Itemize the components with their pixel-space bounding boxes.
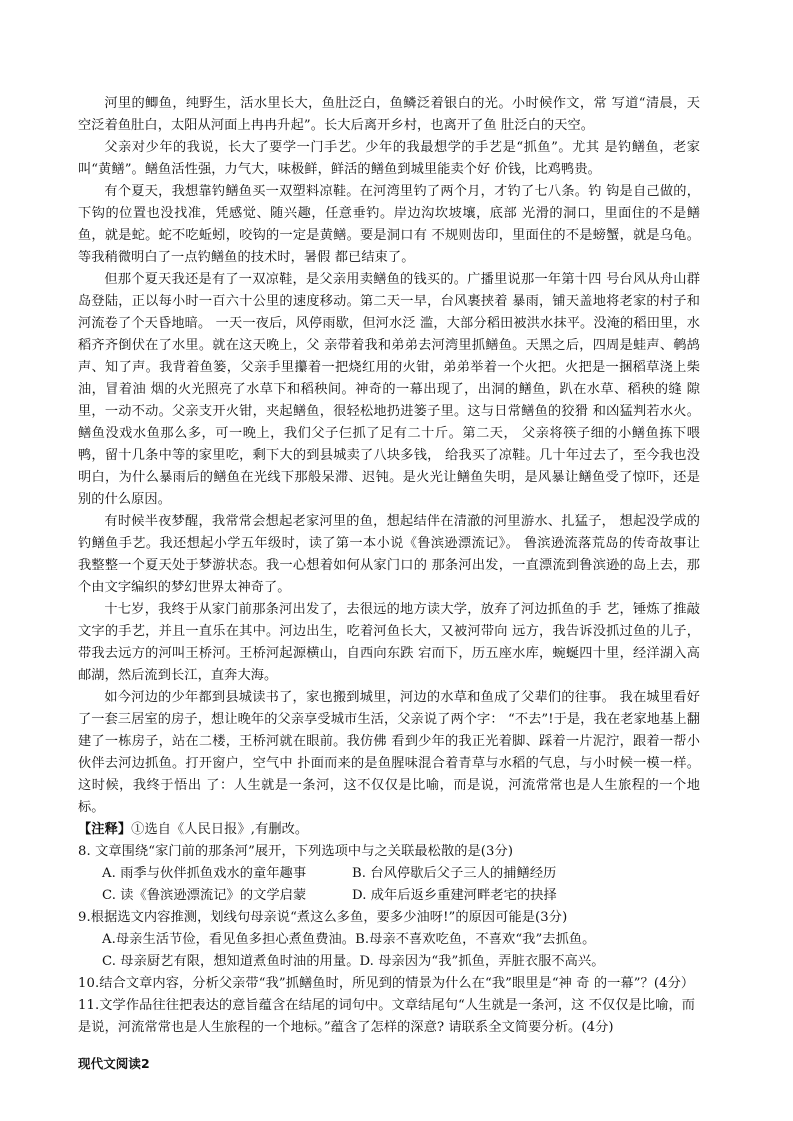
question-10: 10.结合文章内容，分析父亲带“我”抓鳝鱼时，所见到的情景为什么在“我”眼里是“神 奇 的一幕”？(4分） (78, 976, 695, 991)
question-8-stem: 8. 文章围绕“家门前的那条河”展开，下列选项中与之关联最松散的是(3分) (78, 844, 514, 859)
paragraph-1: 河里的鲫鱼，纯野生，活水里长大，鱼肚泛白，鱼鳞泛着银白的光。小时候作文，常 写道“清晨，天空泛着鱼肚白，太阳从河面上冉冉升起”。长大后离开乡村，也离开了鱼 肚泛白的天空。 (78, 96, 700, 133)
option-8d: D. 成年后返乡重建河畔老宅的抉择 (352, 888, 557, 903)
question-9-stem: 9.根据选文内容推测，划线句母亲说“煮这么多鱼，要多少油呀!”的原因可能是(3分) (78, 910, 568, 925)
question-8-row-1 (102, 863, 700, 885)
paragraph-2: 父亲对少年的我说，长大了要学一门手艺。少年的我最想学的手艺是“抓鱼”。尤其 是钓鳝鱼，老家叫“黄鳝”。鳝鱼活性强，力气大，味极鲜，鲜活的鳝鱼到城里能卖个好 价钱，比鸡鸭贵。 (78, 140, 700, 177)
paragraph-5: 有时候半夜梦醒，我常常会想起老家河里的鱼，想起结伴在清澈的河里游水、扎猛子， 想起没学成的钓鳝鱼手艺。我还想起小学五年级时，读了第一本小说《鲁滨逊漂流记》。 鲁滨逊流落荒岛的传奇故事让我整整一个夏天处于梦游状态。我一心想着如何从家门口的 那条河出发，一直漂流到鲁滨逊的岛上去，那个由文字编织的梦幻世界太神奇了。 (78, 514, 700, 595)
article-body (78, 93, 700, 1088)
question-9-options (78, 929, 700, 973)
option-8b: B. 台风停歇后父子三人的捕鳝经历 (352, 866, 557, 881)
annotation-text: ①选自《人民日报》,有删改。 (131, 822, 309, 837)
option-8c: C. 读《鲁滨逊漂流记》的文学启蒙 (102, 888, 307, 903)
option-8a: A. 雨季与伙伴抓鱼戏水的童年趣事 (102, 866, 307, 881)
section-heading: 现代文阅读2 (78, 1056, 150, 1071)
paragraph-7: 如今河边的少年都到县城读书了，家也搬到城里，河边的水草和鱼成了父辈们的往事。 我在城里看好了一套三居室的房子，想让晚年的父亲享受城市生活，父亲说了两个字： “不去”!于是，我在老家地基上翻建了一栋房子，站在二楼，王桥河就在眼前。我仿佛 看到少年的我正光着脚、踩着一片泥泞，跟着一帮小伙伴去河边抓鱼。打开窗户，空气中 扑面而来的是鱼腥味混合着青草与水稻的气息，与小时候一模一样。这时候，我终于悟出 了：人生就是一条河，这不仅仅是比喻，而是说，河流常常也是人生旅程的一个地标。 (78, 690, 700, 815)
question-8-row-2 (102, 885, 700, 907)
paragraph-3: 有个夏天，我想靠钓鳝鱼买一双塑料凉鞋。在河湾里钓了两个月，才钓了七八条。钓 钩是自己做的，下钩的位置也没找准，凭感觉、随兴趣，任意垂钓。岸边沟坎坡壤，底部 光滑的洞口，里面住的不是鳝鱼，就是蛇。蛇不吃蚯蚓，咬钩的一定是黄鳝。要是洞口有 不规则齿印，里面住的不是螃蟹，就是乌龟。等我稍微明白了一点钓鳝鱼的技术时，暑假 都已结束了。 (78, 184, 700, 265)
paragraph-4: 但那个夏天我还是有了一双凉鞋，是父亲用卖鳝鱼的钱买的。广播里说那一年第十四 号台风从舟山群岛登陆，正以每小时一百六十公里的速度移动。第二天一早，台风裹挟着 暴雨，铺天盖地将老家的村子和河流卷了个天昏地暗。 一天一夜后，风停雨歇，但河水泛 滥，大部分稻田被洪水抹平。没淹的稻田里，水稻齐齐倒伏在了水里。就在这天晚上，父 亲带着我和弟弟去河湾里抓鳝鱼。天黑之后，四周是蛙声、鹌鸪声、知了声。我背着鱼篓，父亲手里攥着一把烧红用的火钳，弟弟举着一个火把。火把是一捆稻草浇上柴油，冒着油 烟的火光照亮了水草下和稻秧间。神奇的一幕出现了，出洞的鳝鱼，趴在水草、稻秧的缝 隙里，一动不动。父亲支开火钳，夹起鳝鱼，很轻松地扔进篓子里。这与日常鳝鱼的狡猾 和凶猛判若水火。鳝鱼没戏水鱼那么多，可一晚上，我们父子仨抓了足有二十斤。第二天， 父亲将筷子细的小鳝鱼拣下喂鸭，留十几条中等的家里吃，剩下大的到县城卖了八块多钱， 给我买了凉鞋。几十年过去了，至今我也没明白，为什么暴雨后的鳝鱼在光线下那般呆滞、迟钝。是火光让鳝鱼失明，是风暴让鳝鱼受了惊吓，还是别的什么原因。 (78, 272, 700, 507)
question-11: 11.文学作品往往把表达的意旨蕴含在结尾的词句中。文章结尾句“人生就是一条河，这 不仅仅是比喻，而是说，河流常常也是人生旅程的一个地标。”蕴含了怎样的深意? 请联系全文简要分析。(4分) (78, 998, 696, 1035)
paragraph-6: 十七岁，我终于从家门前那条河出发了，去很远的地方读大学，放弃了河边抓鱼的手 艺，锤炼了推敲文字的手艺，并且一直乐在其中。河边出生，吃着河鱼长大，又被河带向 远方，我告诉没抓过鱼的儿子，带我去远方的河叫王桥河。王桥河起源横山，自西向东跌 宕而下，历五座水库，蜿蜒四十里，经洋湖入高邮湖，然后流到长江，直奔大海。 (78, 602, 700, 683)
annotation-tag: 【注释】 (78, 822, 132, 837)
annotation (78, 819, 700, 841)
options-9ab: A.母亲生活节俭，看见鱼多担心煮鱼费油。B.母亲不喜欢吃鱼，不喜欢“我”去抓鱼。 (102, 932, 596, 947)
options-9cd: C. 母亲厨艺有限，想知道煮鱼时油的用量。D. 母亲因为“我”抓鱼，弄脏衣服不高兴。 (102, 954, 605, 969)
question-8-options (78, 863, 700, 907)
